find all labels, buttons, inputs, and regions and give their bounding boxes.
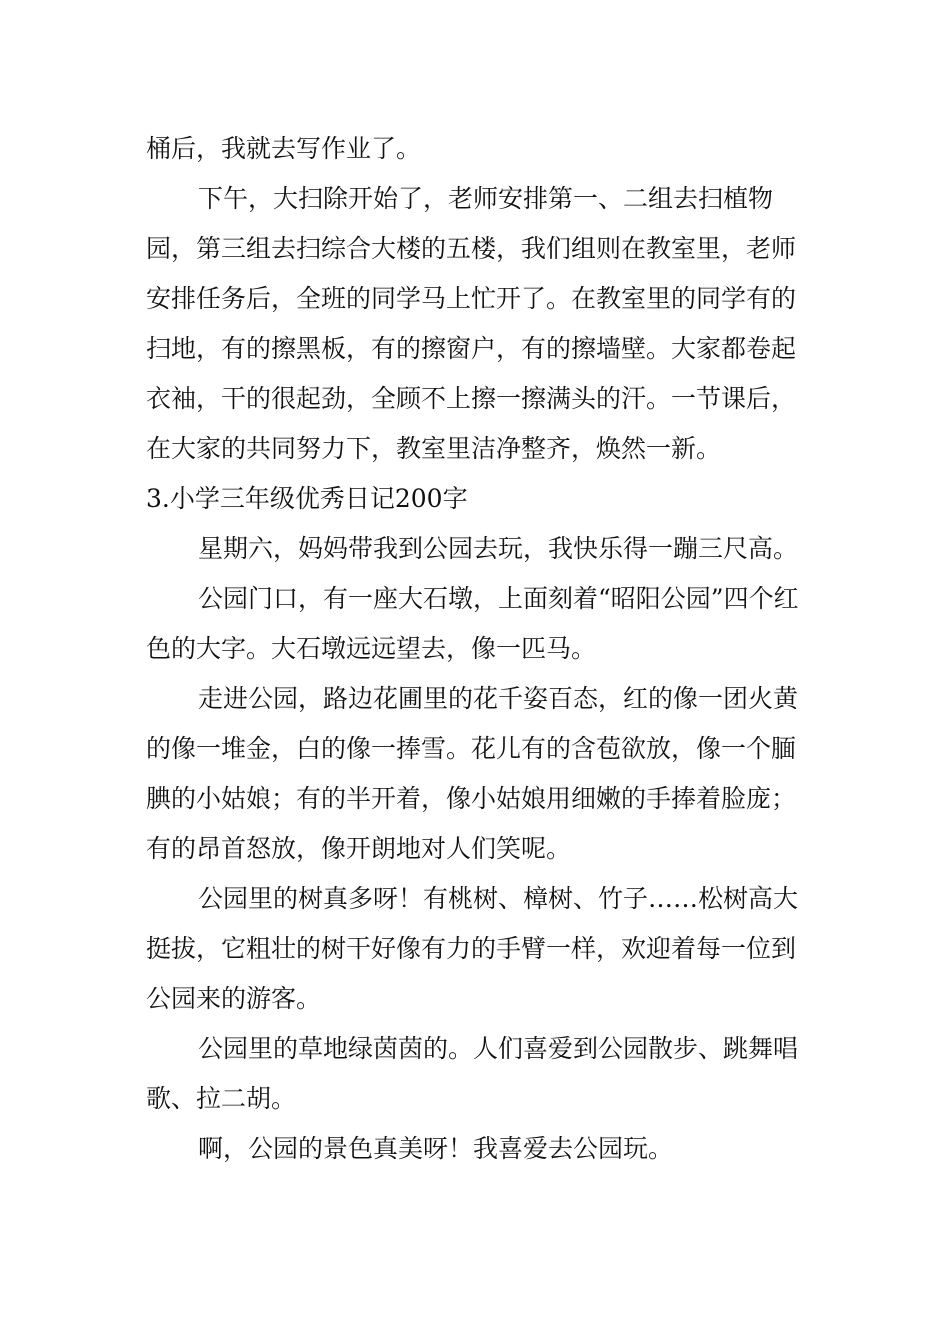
paragraph-cleanup: 下午，大扫除开始了，老师安排第一、二组去扫植物园，第三组去扫综合大楼的五楼，我们组则在教室里，老师安排任务后，全班的同学马上忙开了。在教室里的同学有的扫地，有的擦黑板，有的擦窗户，有的擦墙壁。大家都卷起衣袖，干的很起劲，全顾不上擦一擦满头的汗。一节课后，在大家的共同努力下，教室里洁净整齐，焕然一新。 — [146, 184, 797, 463]
paragraph-continuation: 桶后，我就去写作业了。 — [146, 134, 422, 163]
paragraph-conclusion: 啊，公园的景色真美呀！我喜爱去公园玩。 — [198, 1134, 674, 1163]
paragraph-flowers: 走进公园，路边花圃里的花千姿百态，红的像一团火黄的像一堆金，白的像一捧雪。花儿有的含苞欲放，像一个腼腆的小姑娘；有的半开着，像小姑娘用细嫩的手捧着脸庞；有的昂首怒放，像开朗地对人们笑呢。 — [146, 684, 799, 863]
document-body — [146, 124, 808, 1174]
paragraph-trees: 公园里的树真多呀！有桃树、樟树、竹子……松树高大挺拔，它粗壮的树干好像有力的手臂一样，欢迎着每一位到公园来的游客。 — [146, 884, 799, 1013]
paragraph-grass: 公园里的草地绿茵茵的。人们喜爱到公园散步、跳舞唱歌、拉二胡。 — [146, 1034, 799, 1113]
section-heading: 3.小学三年级优秀日记200字 — [146, 484, 468, 513]
paragraph-park-gate: 公园门口，有一座大石墩，上面刻着“昭阳公园”四个红色的大字。大石墩远远望去，像一匹马。 — [146, 584, 799, 663]
paragraph-saturday: 星期六，妈妈带我到公园去玩，我快乐得一蹦三尺高。 — [198, 534, 799, 563]
